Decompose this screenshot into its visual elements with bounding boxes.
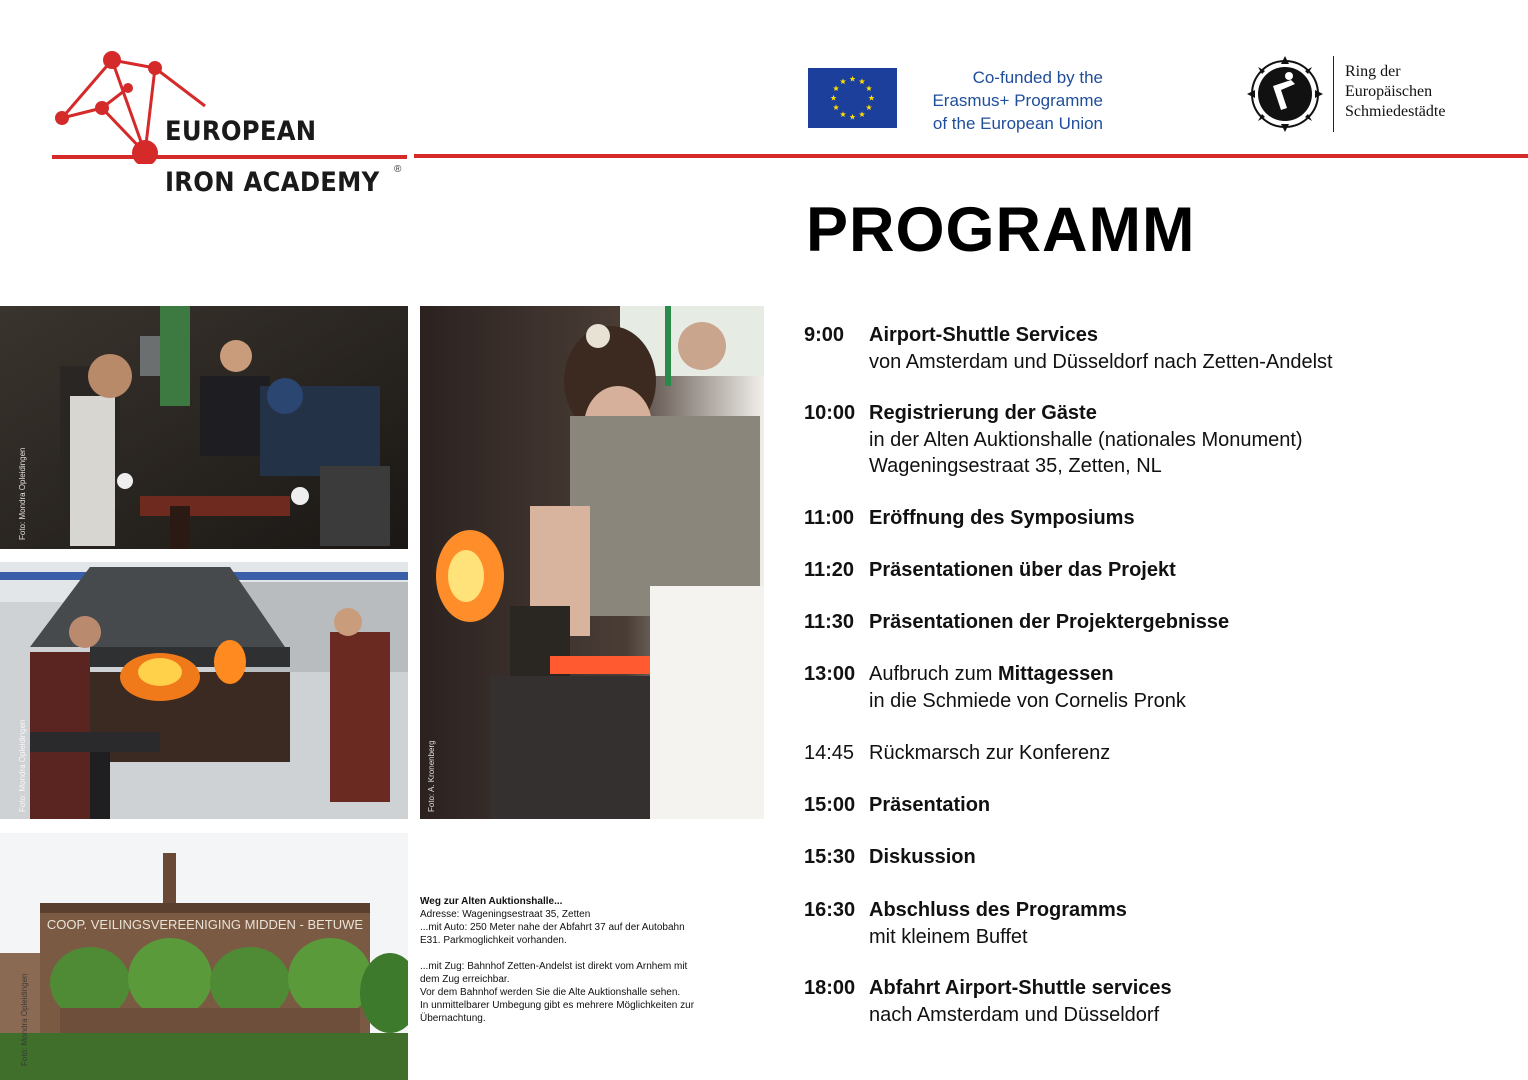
photo-credit: Foto: Mondra Opleidingen: [18, 719, 27, 812]
schedule-time: 16:30: [804, 899, 856, 921]
directions-address: Adresse: Wageningsestraat 35, Zetten: [420, 909, 591, 920]
schedule-title: Abschluss des Programms: [869, 899, 1127, 921]
schedule-title: Airport-Shuttle Services: [869, 324, 1098, 346]
schedule-time: 15:00: [804, 794, 856, 816]
directions-title: Weg zur Alten Auktionshalle...: [420, 896, 563, 907]
registered-mark: ®: [394, 164, 402, 175]
schedule-time: 11:30: [804, 611, 855, 633]
photo-young-smith-at-anvil: [420, 306, 764, 819]
directions-train-line2: dem Zug erreichbar.: [420, 974, 510, 985]
schedule-title: Rückmarsch zur Konferenz: [869, 742, 1111, 764]
schedule-detail: von Amsterdam und Düsseldorf nach Zetten-Andelst: [869, 350, 1333, 373]
schedule-detail: Wageningsestraat 35, Zetten, NL: [869, 455, 1162, 477]
schedule-title: Diskussion: [869, 846, 976, 868]
ring-text-line1: Ring der: [1345, 63, 1401, 80]
schedule-detail: in die Schmiede von Cornelis Pronk: [869, 689, 1186, 712]
photo-auction-hall-building: [0, 833, 408, 1080]
schedule-title: Präsentationen der Projektergebnisse: [869, 611, 1230, 633]
schedule-time: 11:00: [804, 507, 855, 529]
schedule-time: 10:00: [804, 402, 856, 424]
schedule-time: 11:20: [804, 559, 855, 581]
ring-divider: [1333, 56, 1334, 132]
schedule-detail: mit kleinem Buffet: [869, 925, 1028, 948]
ring-text-line2: Europäischen: [1345, 83, 1433, 100]
schedule-title: Abfahrt Airport-Shuttle services: [869, 977, 1172, 999]
directions-block: [420, 895, 730, 1025]
ring-text-line3: Schmiedestädte: [1345, 103, 1446, 120]
photo-blacksmiths-hammering: [0, 306, 408, 549]
schedule-title: Mittagessen: [997, 663, 1114, 685]
schedule-detail: nach Amsterdam und Düsseldorf: [869, 1003, 1160, 1026]
schedule-time: 18:00: [804, 977, 856, 999]
schedule-time: 15:30: [804, 846, 856, 868]
directions-stay-line2: Übernachtung.: [420, 1013, 486, 1024]
schedule-detail: in der Alten Auktionshalle (nationales Monument): [869, 428, 1303, 451]
photo-forge-workshop: [0, 562, 408, 819]
page-title: PROGRAMM: [806, 195, 1196, 265]
photo-credit: Foto: Mondra Opleidingen: [18, 447, 27, 540]
erasmus-text-line3: of the European Union: [932, 114, 1103, 133]
schedule-title: Registrierung der Gäste: [869, 402, 1097, 424]
red-divider-right: [414, 154, 1528, 158]
directions-stay-line1: In unmittelbarer Umbegung gibt es mehrere Möglichkeiten zur: [420, 1000, 695, 1011]
directions-train-line1: ...mit Zug: Bahnhof Zetten-Andelst ist direkt vom Arnhem mit: [420, 961, 688, 972]
erasmus-text-line1: Co-funded by the: [972, 68, 1103, 87]
photo-credit: Foto: A. Kronenberg: [427, 740, 436, 812]
ring-emblem-icon: [1247, 56, 1323, 132]
logo-text-european: EUROPEAN: [165, 116, 317, 147]
eu-flag-icon: [808, 68, 897, 128]
logo-text-iron-academy: IRON ACADEMY: [165, 167, 380, 198]
directions-car-line1: ...mit Auto: 250 Meter nahe der Abfahrt 37 auf der Autobahn: [420, 922, 685, 933]
schedule-title: Präsentation: [869, 794, 991, 816]
schedule-time: 9:00: [804, 324, 845, 346]
photo-credit: Foto: Mondra Opleidingen: [20, 973, 29, 1066]
schedule-title-prefix: Aufbruch zum: [869, 663, 998, 685]
red-divider-left: [52, 155, 407, 159]
schedule-title: Eröffnung des Symposiums: [869, 507, 1135, 529]
schedule-title: Präsentationen über das Projekt: [869, 559, 1176, 581]
directions-train-line3: Vor dem Bahnhof werden Sie die Alte Auktionshalle sehen.: [420, 987, 681, 998]
erasmus-text-line2: Erasmus+ Programme: [932, 91, 1103, 110]
directions-car-line2: E31. Parkmoglichkeit vorhanden.: [420, 935, 567, 946]
building-sign: COOP. VEILINGSVEREENIGING MIDDEN - BETUWE: [46, 917, 364, 932]
schedule-time: 13:00: [804, 663, 856, 685]
schedule-time: 14:45: [804, 742, 855, 764]
